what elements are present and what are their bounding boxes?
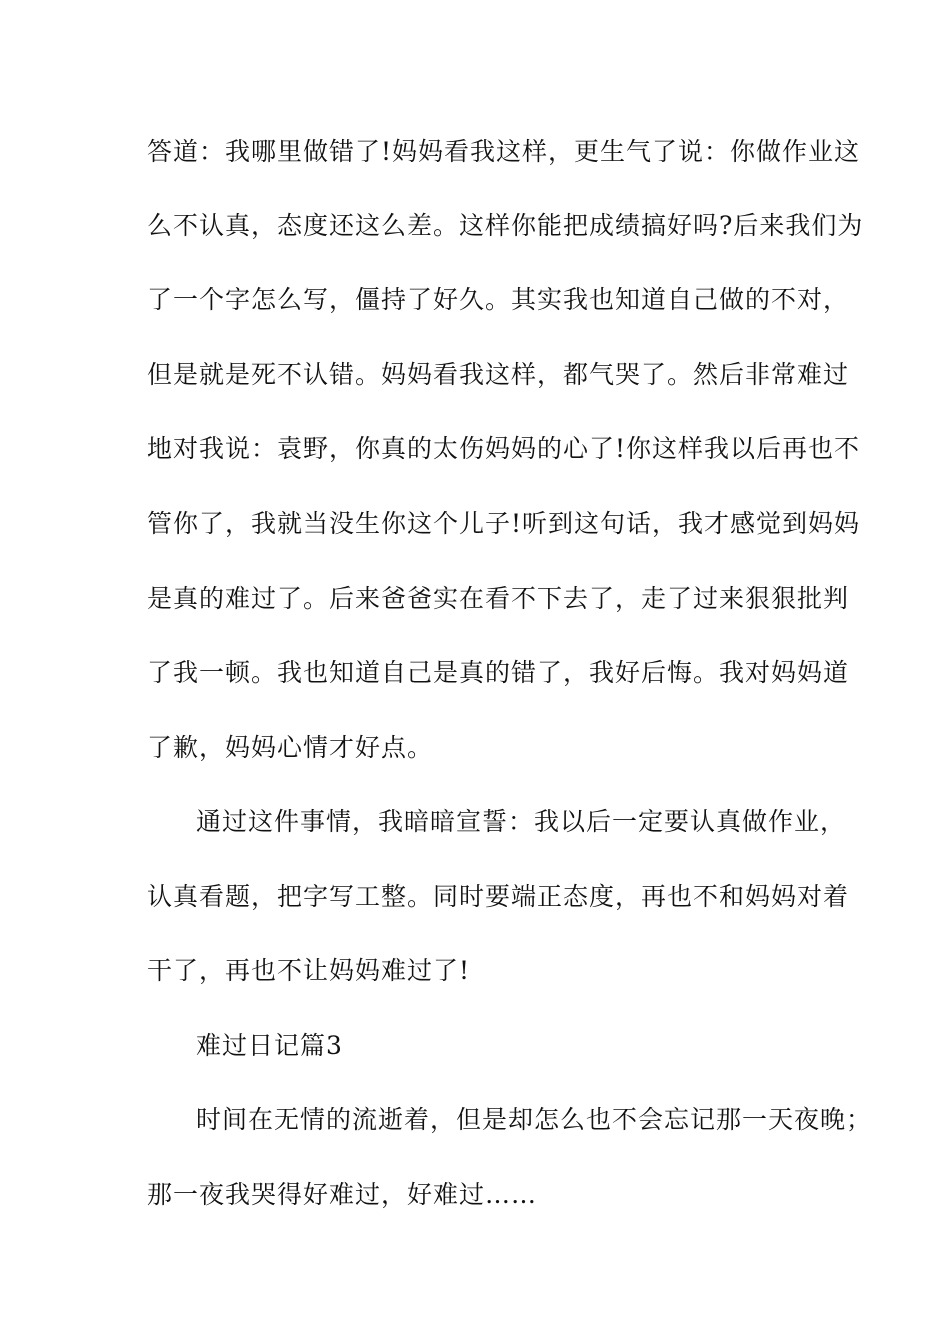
text-line: 时间在无情的流逝着，但是却怎么也不会忘记那一天夜晚； [196,1105,873,1134]
text-line: 认真看题，把字写工整。同时要端正态度，再也不和妈妈对着 [147,882,850,911]
text-line: 干了，再也不让妈妈难过了! [147,956,471,985]
text-line: 了歉，妈妈心情才好点。 [147,733,434,762]
text-line: 那一夜我哭得好难过，好难过…… [147,1180,538,1209]
text-line: 管你了，我就当没生你这个儿子!听到这句话，我才感觉到妈妈 [147,509,861,538]
text-line: 但是就是死不认错。妈妈看我这样，都气哭了。然后非常难过 [147,360,850,389]
text-line: 通过这件事情，我暗暗宣誓：我以后一定要认真做作业， [196,807,847,836]
text-line: 答道：我哪里做错了!妈妈看我这样，更生气了说：你做作业这 [147,137,861,166]
text-line: 了一个字怎么写，僵持了好久。其实我也知道自己做的不对， [147,285,850,314]
text-line: 么不认真，态度还这么差。这样你能把成绩搞好吗?后来我们为 [147,211,864,240]
text-line: 了我一顿。我也知道自己是真的错了，我好后悔。我对妈妈道 [147,658,850,687]
text-line: 地对我说：袁野，你真的太伤妈妈的心了!你这样我以后再也不 [147,434,861,463]
text-line: 是真的难过了。后来爸爸实在看不下去了，走了过来狠狠批判 [147,584,850,613]
section-heading: 难过日记篇3 [196,1031,343,1060]
